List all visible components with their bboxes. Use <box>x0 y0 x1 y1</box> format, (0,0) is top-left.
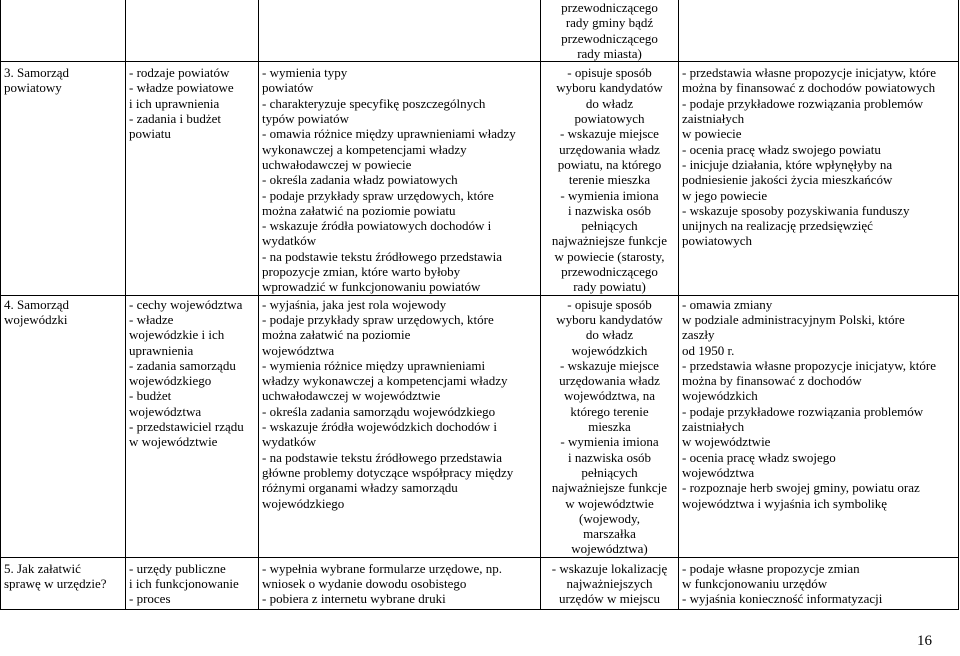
text-line: - opisuje sposób <box>567 296 652 312</box>
text-line: przewodniczącego <box>561 264 658 280</box>
text-line: - rodzaje powiatów <box>129 65 230 81</box>
text-line: podniesienie jakości życia mieszkańców <box>682 172 893 188</box>
extended-requirements-cell <box>541 557 679 609</box>
text-line: rady gminy bądź <box>565 15 654 31</box>
text-line: wyboru kandydatów <box>556 80 663 96</box>
text-line: wojewódzkiego <box>262 495 345 511</box>
text-line: wojewódzkich <box>571 342 648 358</box>
text-line: pełniących <box>581 464 638 480</box>
text-line: zaistniałych <box>682 111 745 127</box>
text-line: do władz <box>585 327 634 343</box>
text-line: - podaje przykładowe rozwiązania problemów <box>682 95 924 111</box>
text-line: województwa <box>129 403 202 419</box>
text-line: - wymienia imiona <box>560 434 659 450</box>
text-line: najważniejsze funkcje <box>551 233 668 249</box>
text-line: od 1950 r. <box>682 342 735 358</box>
text-line: - przedstawia własne propozycje inicjatyw, które <box>682 65 937 81</box>
text-line: - podaje przykłady spraw urzędowych, które <box>262 311 494 327</box>
text-line: zaistniałych <box>682 419 745 435</box>
text-line: i nazwiska osób <box>567 202 652 218</box>
text-line: można by finansować z dochodów <box>682 373 862 389</box>
text-line: w powiecie <box>682 126 742 142</box>
text-line: - wyjaśnia, jaka jest rola wojewody <box>262 296 447 312</box>
text-line: typów powiatów <box>262 111 350 127</box>
content-cell <box>126 295 259 557</box>
advanced-requirements-cell <box>679 0 959 62</box>
text-line: w województwie <box>565 495 654 511</box>
text-line: urzędowania władz <box>559 141 660 157</box>
text-line: przewodniczącego <box>561 30 658 46</box>
text-line: powiatowy <box>4 80 62 96</box>
text-line: w podziale administracyjnym Polski, które <box>682 311 905 327</box>
text-line: wprowadzić w funkcjonowaniu powiatów <box>262 279 481 295</box>
text-line: i ich uprawnienia <box>129 95 220 111</box>
text-line: - omawia różnice między uprawnieniami władzy <box>262 126 516 142</box>
table-row <box>1 62 959 295</box>
text-line: którego terenie <box>570 403 649 419</box>
text-line: urzędowania władz <box>559 373 660 389</box>
basic-requirements-cell <box>259 557 541 609</box>
text-line: - inicjuje działania, które wpłynęłyby na <box>682 156 893 172</box>
text-line: najważniejsze funkcje <box>551 480 668 496</box>
text-line: w województwie <box>682 434 771 450</box>
text-line: - podaje przykłady spraw urzędowych, które <box>262 187 494 203</box>
text-line: - przedstawiciel rządu <box>129 419 244 435</box>
text-line: do władz <box>585 95 634 111</box>
text-line: - omawia zmiany <box>682 296 773 312</box>
text-line: mieszka <box>588 419 631 435</box>
table-row <box>1 0 959 62</box>
text-line: można by finansować z dochodów powiatowych <box>682 80 936 96</box>
text-line: - budżet <box>129 388 172 404</box>
advanced-requirements-cell <box>679 557 959 609</box>
text-line: - wyjaśnia konieczność informatyzacji <box>682 591 883 607</box>
text-line: w powiecie (starosty, <box>554 248 665 264</box>
text-line: - ocenia pracę władz swojego <box>682 449 836 465</box>
topic-cell <box>1 295 126 557</box>
text-line: władzy wykonawczej a kompetencjami władzy <box>262 373 508 389</box>
text-line: wojewódzkiego <box>129 373 212 389</box>
basic-requirements-cell <box>259 295 541 557</box>
text-line: - podaje własne propozycje zmian <box>682 560 860 576</box>
extended-requirements-cell <box>541 62 679 295</box>
text-line: wydatków <box>262 434 317 450</box>
content-cell <box>126 62 259 295</box>
topic-cell <box>1 62 126 295</box>
advanced-requirements-cell <box>679 62 959 295</box>
text-line: wojewódzkie i ich <box>129 327 225 343</box>
text-line: województwa, na <box>564 388 655 404</box>
text-line: można załatwić na poziomie powiatu <box>262 202 456 218</box>
text-line: rady powiatu) <box>573 279 646 295</box>
table-row <box>1 557 959 609</box>
text-line: - wskazuje źródła wojewódzkich dochodów i <box>262 419 498 435</box>
text-line: - na podstawie tekstu źródłowego przedstawia <box>262 449 503 465</box>
extended-requirements-cell <box>541 295 679 557</box>
text-line: można załatwić na poziomie <box>262 327 411 343</box>
text-line: w jego powiecie <box>682 187 768 203</box>
text-line: - władze powiatowe <box>129 80 234 96</box>
content-cell <box>126 0 259 62</box>
basic-requirements-cell <box>259 62 541 295</box>
text-line: wojewódzki <box>4 311 68 327</box>
text-line: najważniejszych <box>566 575 653 591</box>
text-line: różnymi organami władzy samorządu <box>262 480 458 496</box>
topic-cell <box>1 0 126 62</box>
text-line: - przedstawia własne propozycje inicjatyw, które <box>682 357 937 373</box>
text-line: uchwałodawczej w powiecie <box>262 156 412 172</box>
text-line: - na podstawie tekstu źródłowego przedstawia <box>262 248 503 264</box>
text-line: i ich funkcjonowanie <box>129 575 239 591</box>
text-line: - wymienia imiona <box>560 187 659 203</box>
text-line: (wojewody, <box>579 510 640 526</box>
text-line: wojewódzkich <box>682 388 758 404</box>
text-line: - zadania samorządu <box>129 357 236 373</box>
topic-cell <box>1 557 126 609</box>
text-line: - wymienia typy <box>262 65 348 81</box>
content-cell <box>126 557 259 609</box>
text-line: w województwie <box>129 434 218 450</box>
text-line: - wskazuje miejsce <box>560 357 659 373</box>
text-line: 4. Samorząd <box>4 296 69 312</box>
text-line: - ocenia pracę władz swojego powiatu <box>682 141 881 157</box>
text-line: zaszły <box>682 327 715 343</box>
text-line: przewodniczącego <box>561 0 658 15</box>
text-line: - wskazuje źródła powiatowych dochodów i <box>262 218 492 234</box>
text-line: województwa i wyjaśnia ich symbolikę <box>682 495 888 511</box>
text-line: 5. Jak załatwić <box>4 560 81 576</box>
text-line: - określa zadania władz powiatowych <box>262 172 458 188</box>
text-line: wykonawczej a kompetencjami władzy <box>262 141 467 157</box>
text-line: pełniących <box>581 218 638 234</box>
text-line: powiatu <box>129 126 171 142</box>
text-line: terenie mieszka <box>568 172 651 188</box>
text-line: - wskazuje miejsce <box>560 126 659 142</box>
basic-requirements-cell <box>259 0 541 62</box>
text-line: urzędów w miejscu <box>558 591 661 607</box>
text-line: 3. Samorząd <box>4 65 69 81</box>
text-line: rady miasta) <box>577 45 642 61</box>
text-line: wyboru kandydatów <box>556 311 663 327</box>
text-line: - wskazuje sposoby pozyskiwania funduszy <box>682 202 910 218</box>
text-line: województwa <box>262 342 335 358</box>
text-line: województwa <box>682 464 755 480</box>
text-line: - władze <box>129 311 174 327</box>
text-line: uchwałodawczej w województwie <box>262 388 441 404</box>
table-row <box>1 295 959 557</box>
text-line: i nazwiska osób <box>567 449 652 465</box>
text-line: powiatów <box>262 80 314 96</box>
text-line: powiatu, na którego <box>557 156 662 172</box>
text-line: uprawnienia <box>129 342 194 358</box>
text-line: - podaje przykładowe rozwiązania problemów <box>682 403 924 419</box>
text-line: wniosek o wydanie dowodu osobistego <box>262 575 467 591</box>
extended-requirements-cell <box>541 0 679 62</box>
text-line: wydatków <box>262 233 317 249</box>
text-line: główne problemy dotyczące współpracy między <box>262 464 514 480</box>
text-line: - określa zadania samorządu wojewódzkiego <box>262 403 496 419</box>
text-line: - wskazuje lokalizację <box>551 560 668 576</box>
text-line: powiatowych <box>682 233 753 249</box>
text-line: województwa) <box>571 541 648 557</box>
page-number: 16 <box>917 633 932 649</box>
text-line: - proces <box>129 591 171 607</box>
text-line: - pobiera z internetu wybrane druki <box>262 591 446 607</box>
text-line: - wymienia różnice między uprawnieniami <box>262 357 486 373</box>
text-line: - wypełnia wybrane formularze urzędowe, np. <box>262 560 503 576</box>
text-line: marszałka <box>583 526 636 542</box>
text-line: powiatowych <box>574 111 645 127</box>
text-line: propozycje zmian, które warto byłoby <box>262 264 461 280</box>
advanced-requirements-cell <box>679 295 959 557</box>
text-line: - zadania i budżet <box>129 111 222 127</box>
text-line: sprawę w urzędzie? <box>4 575 107 591</box>
text-line: - charakteryzuje specyfikę poszczególnych <box>262 95 486 111</box>
text-line: - opisuje sposób <box>567 65 652 81</box>
text-line: unijnych na realizację przedsięwzięć <box>682 218 873 234</box>
text-line: - urzędy publiczne <box>129 560 226 576</box>
text-line: - rozpoznaje herb swojej gminy, powiatu oraz <box>682 480 920 496</box>
text-line: w funkcjonowaniu urzędów <box>682 575 828 591</box>
text-line: - cechy województwa <box>129 296 243 312</box>
